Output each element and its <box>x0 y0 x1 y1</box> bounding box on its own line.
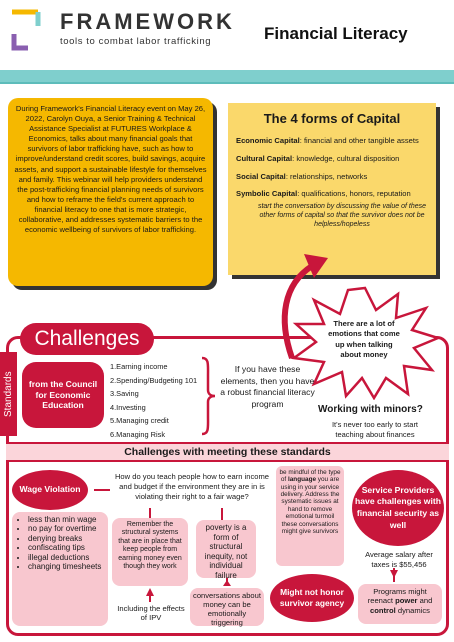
standard-item: 1.Earning income <box>110 362 168 371</box>
brace-icon <box>199 356 217 436</box>
intro-box <box>8 98 213 286</box>
capital-item-social: Social Capital: relationships, networks <box>236 171 368 181</box>
capital-item-cultural: Cultural Capital: knowledge, cultural disposition <box>236 153 400 163</box>
salary-note: Average salary after taxes is $55,456 <box>365 550 433 569</box>
brand-name: FRAMEWORK <box>60 9 235 34</box>
capital-item-symbolic: Symbolic Capital: qualifications, honors, reputation <box>236 189 411 199</box>
list-item: • illegal deductions <box>28 553 106 562</box>
standards-note: If you have these elements, then you have a robust financial literacy program <box>220 364 315 409</box>
list-item: • less than min wage <box>28 515 106 524</box>
structural-systems-note: Remember the structural systems that are in place that keep people from earning money even though they work <box>112 518 188 586</box>
intro-text: During Framework's Financial Literacy event on May 26, 2022, Carolyn Ouya, a Senior Training & Technical Assistance Specialist at FUTURES Workplace & Economics, talks about many financial goals that survivors of labor trafficking have, such as how to improve/understand credit scores, build savings, acquire assets, and support a sustainable lifestyle for themselves and family. This webinar will help providers understand the post-trafficking financial planning needs of survivors and how to reframe the field's current approach to financial literacy to one that is more strategic, collaborative, and addresses systematic barriers to the economic wellbeing of survivors of labor trafficking. <box>14 104 207 235</box>
service-providers-badge: Service Providers have challenges with financial security as well <box>352 470 444 546</box>
council-badge: from the Council for Economic Education <box>22 362 104 428</box>
poverty-note: poverty is a form of structural inequity, not individual failure <box>196 520 256 578</box>
capital-note: start the conversation by discussing the value of these other forms of capital so that the survivor does not be helpless/hopeless <box>257 203 427 228</box>
list-item: • no pay for overtime <box>28 524 106 533</box>
minors-text: It's never too early to start teaching about finances <box>331 420 419 439</box>
meeting-standards-header: Challenges with meeting these standards <box>6 442 449 462</box>
list-item: • denying breaks <box>28 534 106 543</box>
framework-logo-icon <box>8 8 44 52</box>
standards-list <box>106 360 197 441</box>
header-divider-line <box>0 82 454 84</box>
conversations-note: conversations about money can be emotionally triggering <box>190 588 264 626</box>
standard-item: 2.Spending/Budgeting 101 <box>110 375 198 385</box>
capital-item-economic: Economic Capital: financial and other tangible assets <box>236 135 419 145</box>
standards-tab: Standards <box>0 352 17 436</box>
power-control-note: Programs might reenact power and control dynamics <box>358 584 442 624</box>
ipv-note: Including the effects of IPV <box>117 604 185 623</box>
standard-item: 4.Investing <box>110 402 146 412</box>
page-title: Financial Literacy <box>264 24 408 43</box>
wage-violation-badge: Wage Violation <box>12 470 88 510</box>
standard-item: 3.Saving <box>110 389 139 398</box>
language-note: be mindful of the type of language you are using in your service delivery. Address the systematic issues at hand to remove emotional turmoil these conversations might give survivors <box>276 466 344 566</box>
survivor-agency-badge: Might not honor survivor agency <box>270 574 354 622</box>
wage-question: How do you teach people how to earn income and budget if the environment they are in is violating their right to a fair wage? <box>114 472 270 501</box>
capital-title: The 4 forms of Capital <box>263 111 401 126</box>
minors-title: Working with minors? <box>318 404 423 415</box>
brand-tagline: tools to combat labor trafficking <box>60 36 212 47</box>
wage-violation-list <box>14 515 106 572</box>
list-item: • changing timesheets <box>28 562 106 571</box>
burst-text: There are a lot of emotions that come up when talking about money <box>328 319 400 359</box>
challenges-title: Challenges <box>20 323 154 355</box>
standard-item: 6.Managing Risk <box>110 429 166 439</box>
list-item: • confiscating tips <box>28 543 106 552</box>
standard-item: 5.Managing credit <box>110 416 169 425</box>
